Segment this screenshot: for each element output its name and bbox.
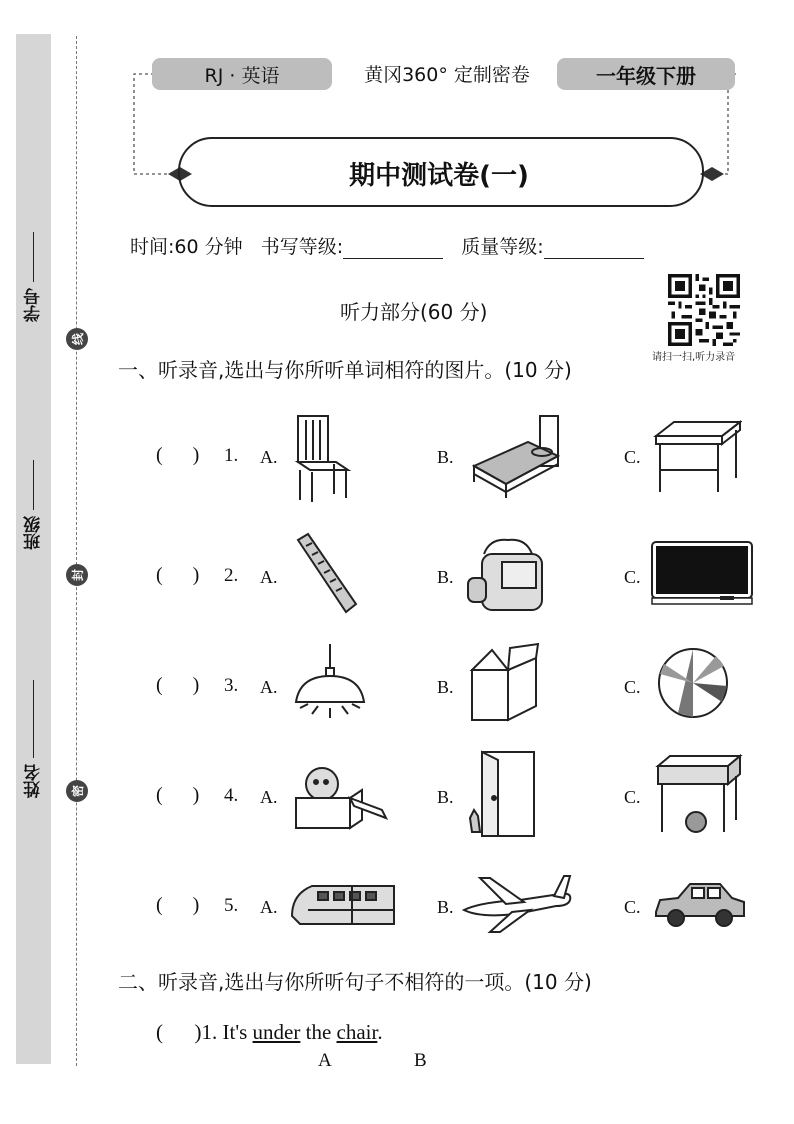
qr-caption: 请扫一扫,听力录音 [652,352,736,363]
question-row-4 [0,740,794,840]
option-a-letter: A [318,1050,332,1071]
answer-paren[interactable]: ( ) [156,1020,202,1044]
question-number: 1. [224,445,239,466]
question-number: 5. [224,895,239,916]
option-a-underlined: under [252,1020,301,1044]
sentence-suffix: . [377,1020,383,1044]
desk-icon [652,418,742,496]
answer-paren[interactable]: ( ) [156,674,200,696]
option-a-label: A. [260,567,278,587]
schoolbag-icon [462,534,558,614]
ruler-icon [292,530,362,620]
question-row-1 [0,400,794,500]
box-icon [466,642,546,724]
writing-grade-blank[interactable] [343,238,443,259]
option-b-underlined: chair [336,1020,378,1044]
series-name: 黄冈360° 定制密卷 [364,64,530,86]
option-a-label: A. [260,897,278,917]
question-row-2 [0,520,794,620]
time-limit: 时间:60 分钟 [130,236,243,258]
seal-seal: 封 [66,564,88,586]
train-icon [288,876,398,930]
option-b-label: B. [437,677,454,697]
question-row-3 [0,630,794,730]
option-a-label: A. [260,787,278,807]
answer-paren[interactable]: ( ) [156,784,200,806]
subject-tag: RJ · 英语 [152,58,332,90]
class-label: 班级 [24,516,44,550]
chair-icon [290,412,354,504]
option-c-label: C. [624,787,641,807]
plane-icon [460,870,574,934]
grade-tag: 一年级下册 [557,58,735,90]
option-c-label: C. [624,567,641,587]
option-c-label: C. [624,897,641,917]
answer-paren[interactable]: ( ) [156,894,200,916]
seal-secret: 密 [66,780,88,802]
page-title: 期中测试卷(一) [349,161,529,191]
question-number: 4. [224,785,239,806]
option-b-label: B. [437,447,454,467]
ball-under-desk-icon [654,752,744,836]
question-number: 3. [224,675,239,696]
option-c-label: C. [624,677,641,697]
section1-title: 一、听录音,选出与你所听单词相符的图片。(10 分) [118,358,572,382]
option-a-label: A. [260,447,278,467]
bed-icon [468,412,564,498]
option-b-label: B. [437,787,454,807]
question-number: 2. [224,565,239,586]
sentence-prefix: It's [222,1020,248,1044]
listening-title: 听力部分(60 分) [340,300,488,324]
exam-info [130,232,644,259]
ball-icon [656,646,730,720]
dog-in-box-icon [292,758,388,832]
option-c-label: C. [624,447,641,467]
question-row-5 [0,850,794,950]
blackboard-icon [650,540,754,606]
quality-grade-blank[interactable] [544,238,644,259]
lamp-icon [290,642,370,722]
answer-paren[interactable]: ( ) [156,444,200,466]
option-b-letter: B [414,1050,427,1071]
option-b-label: B. [437,897,454,917]
student-id-blank[interactable] [33,232,34,282]
section2-question-1 [156,1020,383,1045]
qr-code-icon[interactable] [668,274,740,346]
option-b-label: B. [437,567,454,587]
writing-grade-label: 书写等级: [260,236,344,258]
car-icon [652,878,748,930]
option-a-label: A. [260,677,278,697]
name-label: 姓名 [24,764,44,798]
question-number: 1. [201,1020,218,1044]
sentence-middle: the [305,1020,332,1044]
seal-line: 线 [66,328,88,350]
section2-title: 二、听录音,选出与你所听句子不相符的一项。(10 分) [118,970,592,994]
answer-paren[interactable]: ( ) [156,564,200,586]
student-id-field [16,232,51,322]
student-id-label: 学号 [24,288,44,322]
quality-grade-label: 质量等级: [461,236,544,258]
cat-behind-door-icon [466,748,546,840]
